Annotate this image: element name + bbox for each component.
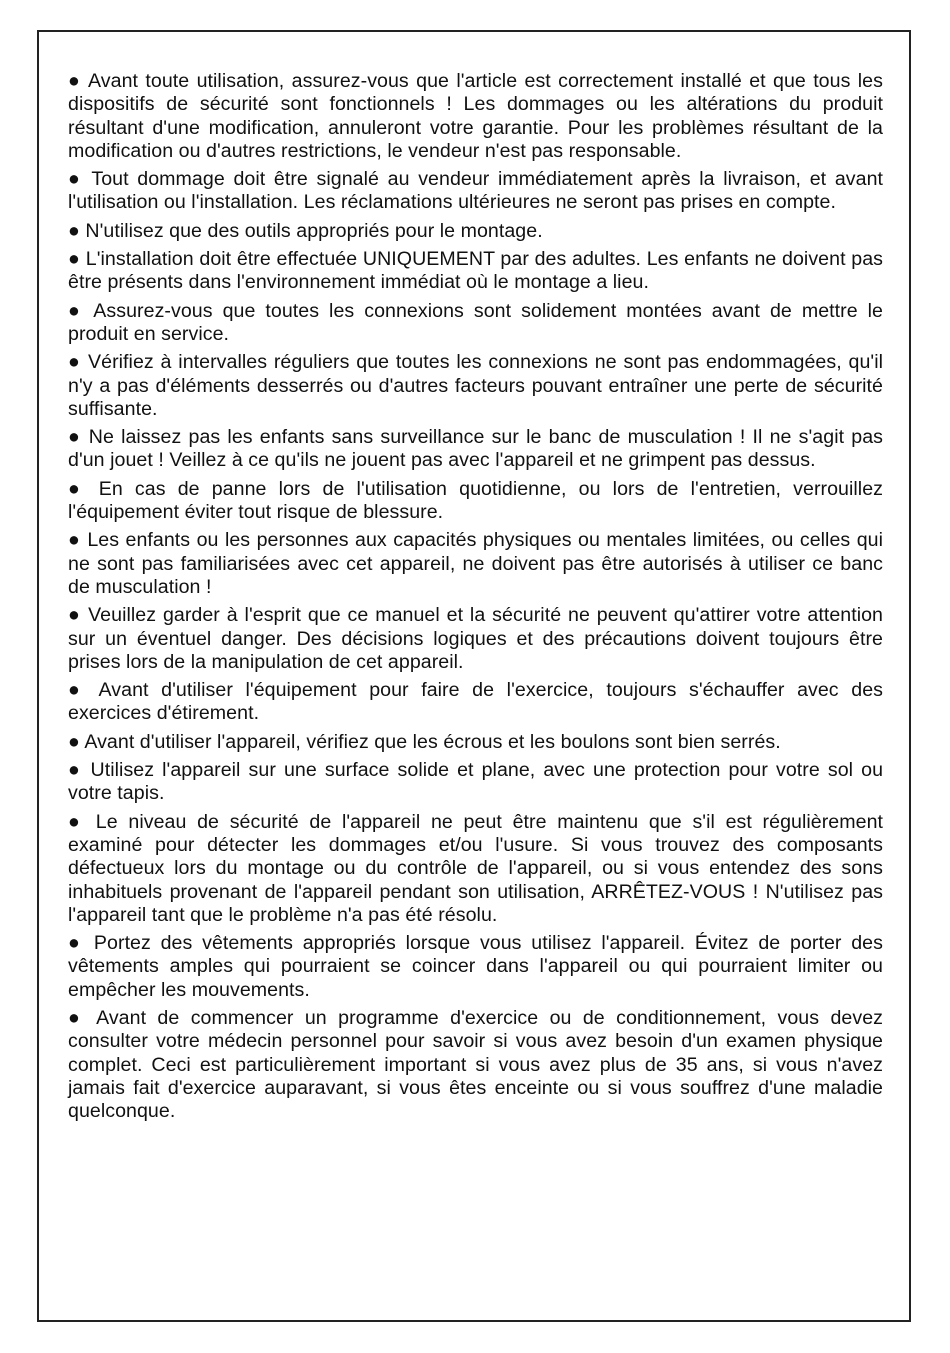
instruction-text: Veuillez garder à l'esprit que ce manuel et la sécurité ne peuvent qu'attirer votre attention sur un éventuel danger. Des décisions logiques et des précautions doivent toujours être prises lors de la manipulation de cet appareil.	[68, 604, 884, 673]
instruction-item	[68, 478, 883, 525]
instruction-text: Le niveau de sécurité de l'appareil ne peut être maintenu que s'il est régulièrement examiné pour détecter les dommages et/ou l'usure. Si vous trouvez des composants défectueux lors du montage ou du contrôle de l'appareil, ou si vous entendez des sons inhabituels provenant de l'appareil pendant son utilisation, ARRÊTEZ-VOUS ! N'utilisez pas l'appareil tant que le problème n'a pas été résolu.	[68, 810, 884, 926]
instruction-text: En cas de panne lors de l'utilisation quotidienne, ou lors de l'entretien, verrouillez l'équipement éviter tout risque de blessure.	[68, 477, 884, 524]
instruction-item	[68, 932, 883, 1002]
instruction-item	[68, 1007, 883, 1123]
instruction-item	[68, 351, 883, 421]
instruction-item	[68, 811, 883, 927]
bullet-icon: ●	[68, 759, 83, 782]
bullet-icon: ●	[68, 604, 82, 627]
bullet-icon: ●	[68, 426, 82, 449]
instruction-text: Les enfants ou les personnes aux capacités physiques ou mentales limitées, ou celles qui ne sont pas familiarisées avec cet appareil, ne doivent pas être autorisés à utiliser ce banc de musculation !	[68, 529, 884, 598]
instruction-text: Ne laissez pas les enfants sans surveillance sur le banc de musculation ! Il ne s'agit pas d'un jouet ! Veillez à ce qu'ils ne jouent pas avec l'appareil et ne grimpent pas dessus.	[68, 426, 884, 472]
instruction-item	[68, 759, 883, 806]
bullet-icon: ●	[68, 1006, 86, 1029]
instruction-item	[68, 220, 883, 243]
bullet-icon: ●	[68, 299, 85, 322]
bullet-icon: ●	[68, 70, 82, 92]
bullet-icon: ●	[68, 248, 81, 271]
instruction-text: Avant d'utiliser l'appareil, vérifiez que les écrous et les boulons sont bien serrés.	[84, 730, 781, 753]
bullet-icon: ●	[68, 219, 80, 242]
instruction-text: N'utilisez que des outils appropriés pour le montage.	[85, 219, 543, 242]
bullet-icon: ●	[68, 932, 85, 955]
instruction-item	[68, 248, 883, 295]
instruction-text: Tout dommage doit être signalé au vendeur immédiatement après la livraison, et avant l'utilisation ou l'installation. Les réclamations ultérieures ne seront pas prises en compte.	[68, 168, 884, 214]
safety-instructions	[68, 70, 883, 1128]
instruction-item	[68, 426, 883, 473]
bullet-icon: ●	[68, 529, 81, 552]
bullet-icon: ●	[68, 679, 87, 702]
bullet-icon: ●	[68, 810, 86, 833]
instruction-text: Assurez-vous que toutes les connexions sont solidement montées avant de mettre le produit en service.	[68, 299, 883, 345]
instruction-item	[68, 604, 883, 674]
instruction-text: Avant toute utilisation, assurez-vous que l'article est correctement installé et que tous les dispositifs de sécurité sont fonctionnels ! Les dommages ou les altérations du produit résultant d'une modification, annuleront votre garantie. Pour les problèmes résultant de la modification ou d'autres restrictions, le vendeur n'est pas responsable.	[68, 70, 883, 162]
instruction-text: Avant de commencer un programme d'exercice ou de conditionnement, vous devez consulter votre médecin personnel pour savoir si vous avez besoin d'un examen physique complet. Ceci est particulièrement important si vous avez plus de 35 ans, si vous n'avez jamais fait d'exercice auparavant, si vous êtes enceinte ou si vous souffrez d'une maladie quelconque.	[68, 1006, 883, 1123]
instruction-item	[68, 679, 883, 726]
instruction-item	[68, 731, 883, 754]
instruction-item	[68, 300, 883, 347]
bullet-icon: ●	[68, 168, 84, 191]
instruction-text: Vérifiez à intervalles réguliers que toutes les connexions ne sont pas endommagées, qu'il n'y a pas d'éléments desserrés ou d'autres facteurs pouvant entraîner une perte de sécurité suffisante.	[68, 351, 884, 420]
instruction-text: Portez des vêtements appropriés lorsque vous utilisez l'appareil. Évitez de porter des vêtements amples qui pourraient se coincer dans l'appareil ou qui pourraient limiter ou empêcher les mouvements.	[68, 932, 883, 1001]
instruction-text: Avant d'utiliser l'équipement pour faire de l'exercice, toujours s'échauffer avec des exercices d'étirement.	[68, 679, 883, 725]
instruction-item	[68, 168, 883, 215]
bullet-icon: ●	[68, 730, 80, 753]
bullet-icon: ●	[68, 351, 82, 374]
instruction-text: Utilisez l'appareil sur une surface solide et plane, avec une protection pour votre sol ou votre tapis.	[68, 759, 884, 805]
instruction-text: L'installation doit être effectuée UNIQUEMENT par des adultes. Les enfants ne doivent pas être présents dans l'environnement immédiat où le montage a lieu.	[68, 248, 883, 294]
bullet-icon: ●	[68, 477, 87, 500]
instruction-item	[68, 70, 883, 163]
instruction-item	[68, 529, 883, 599]
